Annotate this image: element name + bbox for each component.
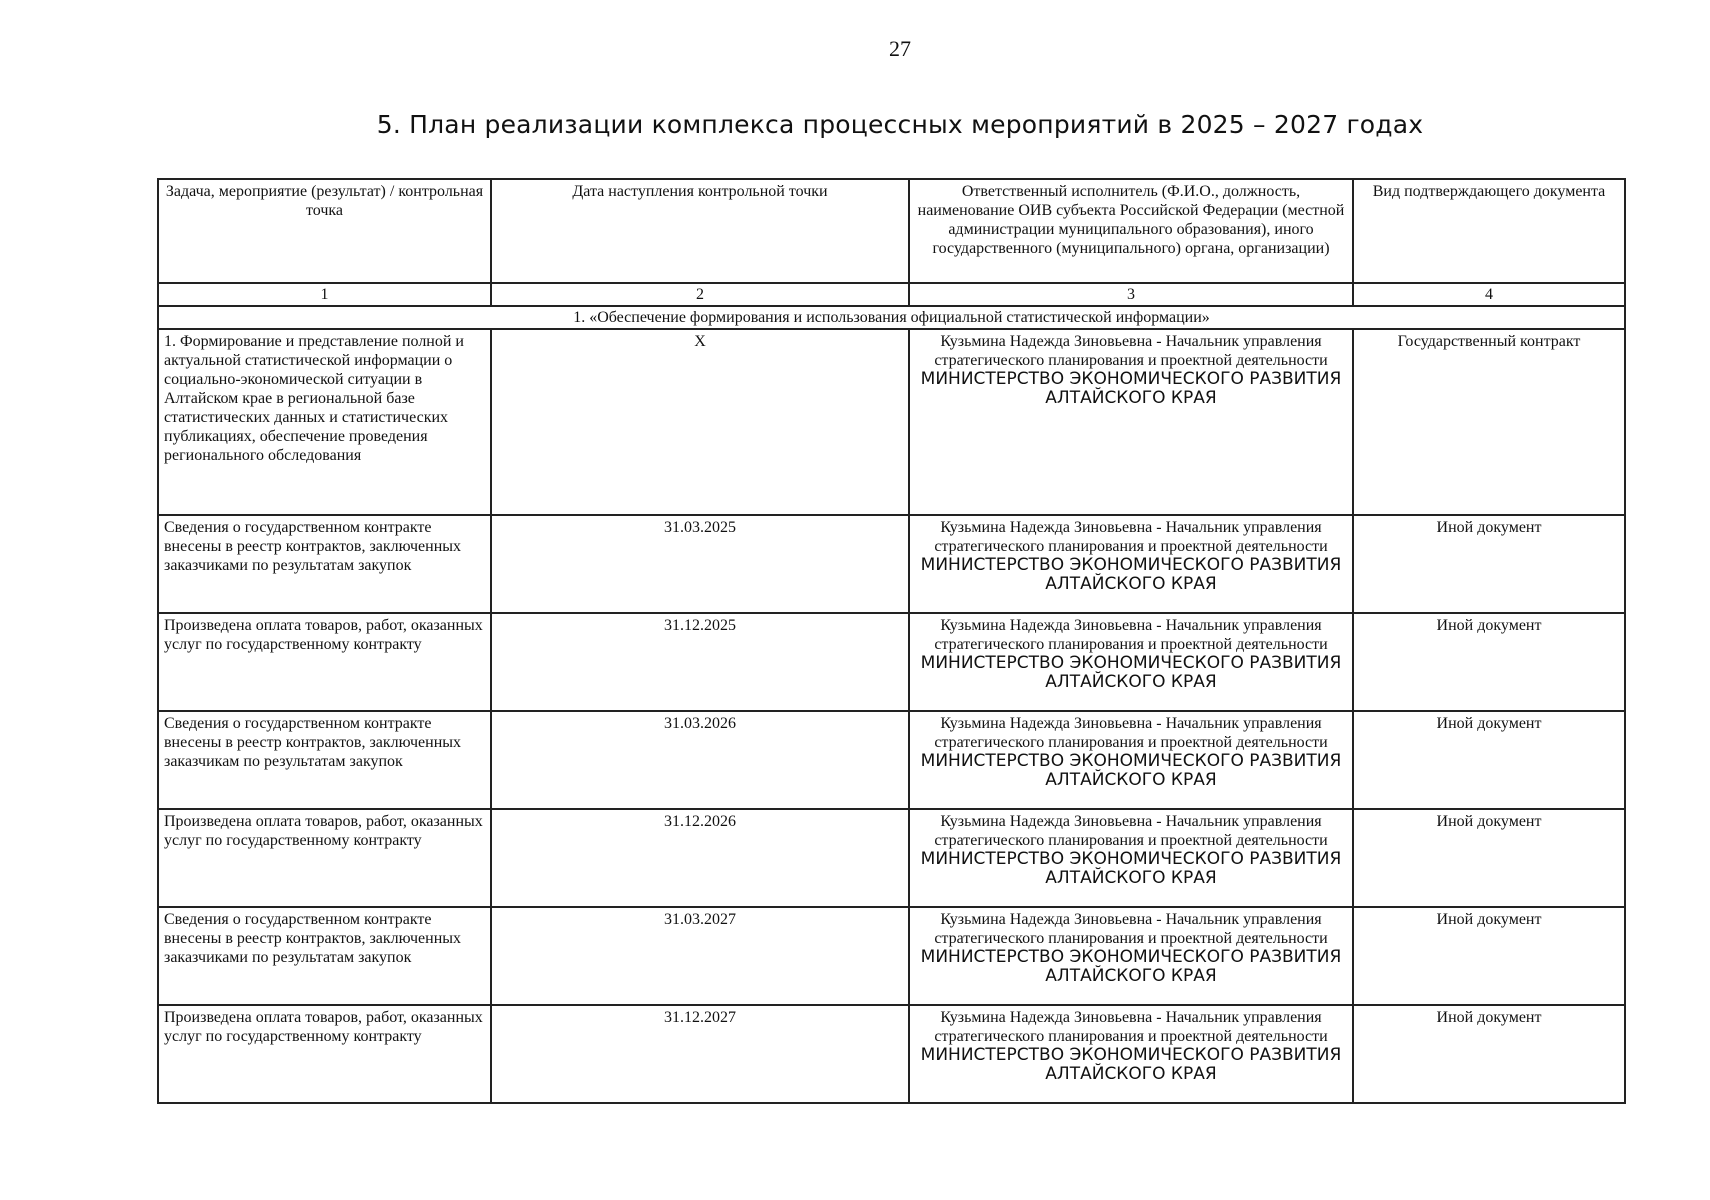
responsible-ministry: МИНИСТЕРСТВО ЭКОНОМИЧЕСКОГО РАЗВИТИЯ АЛТАЙСКОГО КРАЯ (920, 555, 1342, 594)
document-cell: Иной документ (1353, 613, 1625, 711)
task-cell: Произведена оплата товаров, работ, оказанных услуг по государственному контракту (158, 809, 491, 907)
task-cell: 1. Формирование и представление полной и актуальной статистической информации о социально-экономической ситуации в Алтайском крае в региональной базе статистических данных и статистических публикациях, обеспечение проведения регионального обследования (158, 329, 491, 515)
task-cell: Произведена оплата товаров, работ, оказанных услуг по государственному контракту (158, 613, 491, 711)
responsible-person: Кузьмина Надежда Зиновьевна - Начальник управления стратегического планирования и проектной деятельности (934, 715, 1328, 751)
header-document: Вид подтверждающего документа (1353, 179, 1625, 283)
date-cell: X (491, 329, 909, 515)
column-number: 4 (1353, 283, 1625, 306)
responsible-cell (909, 329, 1353, 515)
responsible-person: Кузьмина Надежда Зиновьевна - Начальник управления стратегического планирования и проектной деятельности (934, 1009, 1328, 1045)
responsible-cell (909, 809, 1353, 907)
plan-table (157, 178, 1626, 1104)
page-number: 27 (889, 36, 911, 61)
date-cell: 31.12.2026 (491, 809, 909, 907)
document-cell: Иной документ (1353, 711, 1625, 809)
task-cell: Сведения о государственном контракте внесены в реестр контрактов, заключенных заказчиками по результатам закупок (158, 515, 491, 613)
document-cell: Иной документ (1353, 907, 1625, 1005)
task-cell: Сведения о государственном контракте внесены в реестр контрактов, заключенных заказчиками по результатам закупок (158, 907, 491, 1005)
table-row (158, 809, 1625, 907)
responsible-cell (909, 907, 1353, 1005)
table-header-row (158, 179, 1625, 283)
responsible-ministry: МИНИСТЕРСТВО ЭКОНОМИЧЕСКОГО РАЗВИТИЯ АЛТАЙСКОГО КРАЯ (920, 653, 1342, 692)
page-title: 5. План реализации комплекса процессных мероприятий в 2025 – 2027 годах (376, 110, 1424, 139)
table-row (158, 1005, 1625, 1103)
responsible-ministry: МИНИСТЕРСТВО ЭКОНОМИЧЕСКОГО РАЗВИТИЯ АЛТАЙСКОГО КРАЯ (920, 947, 1342, 986)
column-number: 1 (158, 283, 491, 306)
header-task: Задача, мероприятие (результат) / контрольная точка (158, 179, 491, 283)
responsible-ministry: МИНИСТЕРСТВО ЭКОНОМИЧЕСКОГО РАЗВИТИЯ АЛТАЙСКОГО КРАЯ (920, 849, 1342, 888)
responsible-cell (909, 1005, 1353, 1103)
header-date: Дата наступления контрольной точки (491, 179, 909, 283)
responsible-cell (909, 711, 1353, 809)
date-cell: 31.03.2027 (491, 907, 909, 1005)
table-row (158, 711, 1625, 809)
header-responsible: Ответственный исполнитель (Ф.И.О., должность, наименование ОИВ субъекта Российской Федерации (местной администрации муниципального образования), иного государственного (муниципального) органа, организации) (909, 179, 1353, 283)
responsible-person: Кузьмина Надежда Зиновьевна - Начальник управления стратегического планирования и проектной деятельности (934, 333, 1328, 369)
date-cell: 31.12.2025 (491, 613, 909, 711)
responsible-ministry: МИНИСТЕРСТВО ЭКОНОМИЧЕСКОГО РАЗВИТИЯ АЛТАЙСКОГО КРАЯ (920, 751, 1342, 790)
date-cell: 31.03.2025 (491, 515, 909, 613)
document-cell: Иной документ (1353, 809, 1625, 907)
responsible-person: Кузьмина Надежда Зиновьевна - Начальник управления стратегического планирования и проектной деятельности (934, 519, 1328, 555)
section-row (158, 306, 1625, 329)
table-row (158, 613, 1625, 711)
responsible-cell (909, 515, 1353, 613)
task-cell: Сведения о государственном контракте внесены в реестр контрактов, заключенных заказчикам по результатам закупок (158, 711, 491, 809)
column-number: 2 (491, 283, 909, 306)
date-cell: 31.12.2027 (491, 1005, 909, 1103)
responsible-ministry: МИНИСТЕРСТВО ЭКОНОМИЧЕСКОГО РАЗВИТИЯ АЛТАЙСКОГО КРАЯ (920, 369, 1342, 408)
document-cell: Иной документ (1353, 515, 1625, 613)
responsible-person: Кузьмина Надежда Зиновьевна - Начальник управления стратегического планирования и проектной деятельности (934, 911, 1328, 947)
table-row (158, 329, 1625, 515)
responsible-person: Кузьмина Надежда Зиновьевна - Начальник управления стратегического планирования и проектной деятельности (934, 617, 1328, 653)
column-number-row (158, 283, 1625, 306)
document-cell: Государственный контракт (1353, 329, 1625, 515)
responsible-person: Кузьмина Надежда Зиновьевна - Начальник управления стратегического планирования и проектной деятельности (934, 813, 1328, 849)
task-cell: Произведена оплата товаров, работ, оказанных услуг по государственному контракту (158, 1005, 491, 1103)
responsible-cell (909, 613, 1353, 711)
column-number: 3 (909, 283, 1353, 306)
date-cell: 31.03.2026 (491, 711, 909, 809)
section-title: 1. «Обеспечение формирования и использования официальной статистической информации» (158, 306, 1625, 329)
table-row (158, 515, 1625, 613)
responsible-ministry: МИНИСТЕРСТВО ЭКОНОМИЧЕСКОГО РАЗВИТИЯ АЛТАЙСКОГО КРАЯ (920, 1045, 1342, 1084)
table-row (158, 907, 1625, 1005)
document-cell: Иной документ (1353, 1005, 1625, 1103)
